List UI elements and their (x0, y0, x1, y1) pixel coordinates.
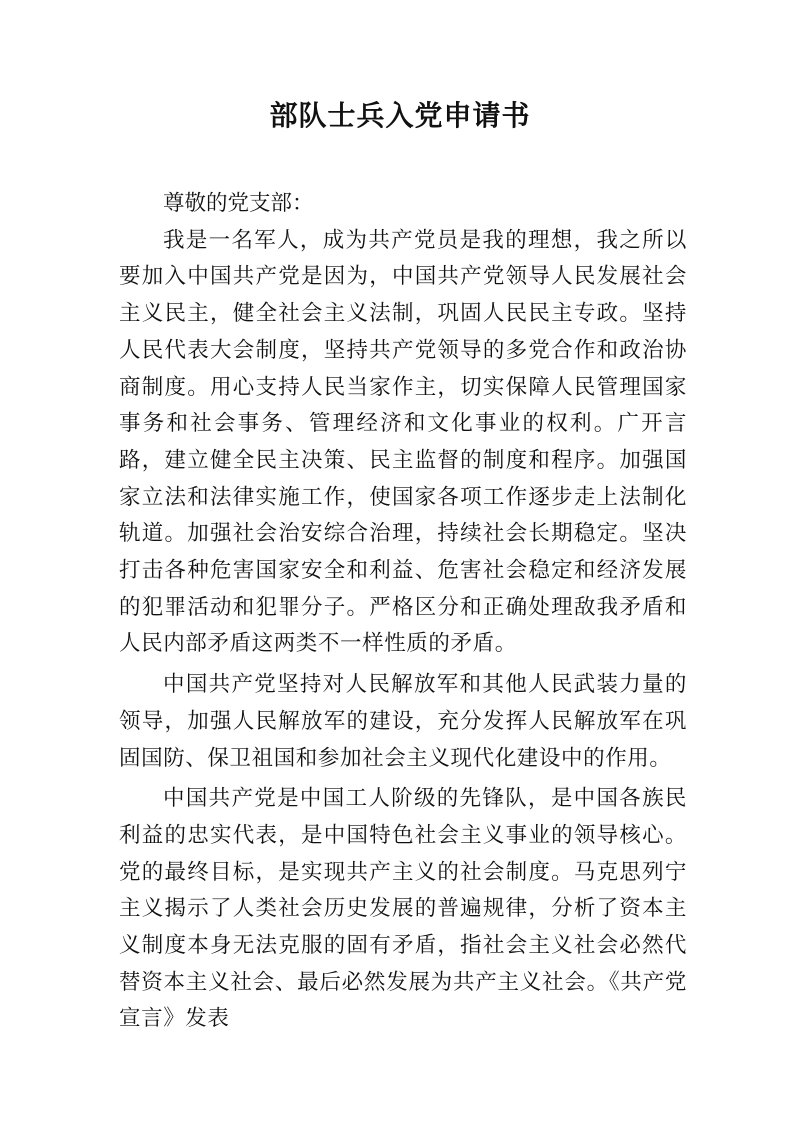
document-title: 部队士兵入党申请书 (269, 99, 531, 132)
paragraph-1: 我是一名军人，成为共产党员是我的理想，我之所以要加入中国共产党是因为，中国共产党领导人民发展社会主义民主，健全社会主义法制，巩固人民民主专政。坚持人民代表大会制度，坚持共产党领导的多党合作和政治协商制度。用心支持人民当家作主，切实保障人民管理国家事务和社会事务、管理经济和文化事业的权利。广开言路，建立健全民主决策、民主监督的制度和程序。加强国家立法和法律实施工作，使国家各项工作逐步走上法制化轨道。加强社会治安综合治理，持续社会长期稳定。坚决打击各种危害国家安全和利益、危害社会稳定和经济发展的犯罪活动和犯罪分子。严格区分和正确处理敌我矛盾和人民内部矛盾这两类不一样性质的矛盾。 (119, 227, 687, 657)
salutation: 尊敬的党支部： (163, 191, 314, 216)
paragraph-3: 中国共产党是中国工人阶级的先锋队，是中国各族民利益的忠实代表，是中国特色社会主义事业的领导核心。党的最终目标，是实现共产主义的社会制度。马克思列宁主义揭示了人类社会历史发展的普遍规律，分析了资本主义制度本身无法克服的固有矛盾，指社会主义社会必然代替资本主义社会、最后必然发展为共产主义社会。《共产党宣言》发表 (119, 786, 687, 1032)
paragraph-2: 中国共产党坚持对人民解放军和其他人民武装力量的领导，加强人民解放军的建设，充分发挥人民解放军在巩固国防、保卫祖国和参加社会主义现代化建设中的作用。 (119, 672, 687, 771)
document-body (119, 186, 687, 1038)
